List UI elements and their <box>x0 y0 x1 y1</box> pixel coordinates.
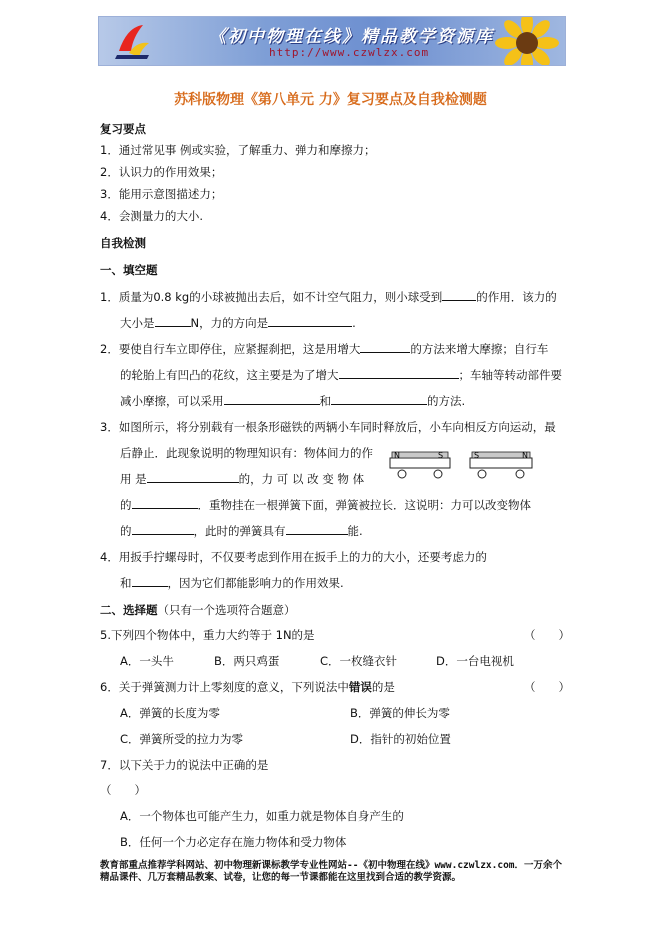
q4-blank-1[interactable] <box>132 575 168 587</box>
q1-blank-3[interactable] <box>268 315 352 327</box>
question-7-answer-paren[interactable]: （ ） <box>100 783 146 797</box>
q2-blank-1[interactable] <box>360 341 410 353</box>
q5-option-d[interactable]: D．一台电视机 <box>436 654 514 668</box>
choice-heading: 二、选择题 <box>100 603 158 617</box>
magnet-carts-diagram <box>388 448 538 484</box>
banner-url[interactable]: http://www.czwlzx.com <box>269 46 430 59</box>
page-footer: 教育部重点推荐学科网站、初中物理新课标教学专业性网站--《初中物理在线》www.czwlzx.com．一万余个精品课件、几万套精品教案、试卷，让您的每一节课都能在这里找到合适的教学资源。 <box>100 860 563 883</box>
question-2-line-3 <box>120 393 465 409</box>
question-5-answer-paren[interactable]: （ ） <box>524 628 570 642</box>
q2-blank-3[interactable] <box>224 393 320 405</box>
q3-text-g: 的 <box>120 524 132 538</box>
question-1-line-2 <box>120 315 356 331</box>
question-2-line-2 <box>120 367 562 383</box>
q6-stem-b: 的是 <box>371 680 395 694</box>
q3-blank-3[interactable] <box>132 523 194 535</box>
q3-blank-4[interactable] <box>286 523 348 535</box>
question-3-line-3 <box>120 471 364 487</box>
question-4-line-2 <box>120 575 344 591</box>
fill-heading: 一、填空题 <box>100 263 158 277</box>
document-title: 苏科版物理《第八单元 力》复习要点及自我检测题 <box>174 92 487 108</box>
pole-label-s-right: S <box>474 451 480 460</box>
pole-label-n-right: N <box>522 451 528 460</box>
question-3-line-5 <box>120 523 363 539</box>
q1-text-d: N，力的方向是 <box>190 316 269 330</box>
banner-title: 《初中物理在线》精品教学资源库 <box>209 27 494 47</box>
review-item-4: 4．会测量力的大小. <box>100 209 203 223</box>
review-item-2: 2．认识力的作用效果； <box>100 165 223 179</box>
question-6-answer-paren[interactable]: （ ） <box>524 680 570 694</box>
q2-text-b: 的方法来增大摩擦；自行车 <box>410 342 549 356</box>
review-item-1: 1．通过常见事 例或实验，了解重力、弹力和摩擦力； <box>100 143 376 157</box>
question-2-line-1 <box>100 341 548 357</box>
q3-text-i: 能. <box>347 524 363 538</box>
review-heading: 复习要点 <box>100 122 146 136</box>
q2-text-f: 和 <box>319 394 331 408</box>
q3-text-c: 用 是 <box>120 472 147 486</box>
q1-blank-1[interactable] <box>442 289 476 301</box>
q7-option-a[interactable]: A．一个物体也可能产生力，如重力就是物体自身产生的 <box>120 809 404 823</box>
q5-option-a[interactable]: A．一头牛 <box>120 654 174 668</box>
q4-text-c: ，因为它们都能影响力的作用效果. <box>167 576 344 590</box>
q1-text-e: . <box>352 316 356 330</box>
q2-text-a: 2．要使自行车立即停住，应紧握刹把，这是用增大 <box>100 342 361 356</box>
q2-text-d: ；车轴等转动部件要 <box>458 368 562 382</box>
pole-label-s-left: S <box>438 451 444 460</box>
question-1-line-1 <box>100 289 557 305</box>
question-3-line-4 <box>120 497 531 513</box>
q1-text-c: 大小是 <box>120 316 155 330</box>
site-banner <box>98 16 566 66</box>
q5-option-c[interactable]: C．一枚缝衣针 <box>320 654 398 668</box>
q3-text-h: ，此时的弹簧具有 <box>193 524 286 538</box>
choice-note: （只有一个选项符合题意） <box>157 603 296 617</box>
q6-option-d[interactable]: D．指针的初始位置 <box>350 732 451 746</box>
question-3-line-1: 3．如图所示，将分别载有一根条形磁铁的两辆小车同时释放后，小车向相反方向运动，最 <box>100 420 556 434</box>
q2-text-g: 的方法. <box>427 394 466 408</box>
q2-blank-2[interactable] <box>339 367 459 379</box>
q7-option-b[interactable]: B．任何一个力必定存在施力物体和受力物体 <box>120 835 347 849</box>
q2-text-c: 的轮胎上有凹凸的花纹，这主要是为了增大 <box>120 368 339 382</box>
q3-text-f: ．重物挂在一根弹簧下面，弹簧被拉长．这说明：力可以改变物体 <box>197 498 531 512</box>
q3-text-d: 的，力 可 以 改 变 物 体 <box>238 472 365 486</box>
q6-option-b[interactable]: B．弹簧的伸长为零 <box>350 706 450 720</box>
sunflower-icon <box>495 16 559 66</box>
q6-stem-emphasis: 错误 <box>348 680 372 694</box>
q3-text-e: 的 <box>120 498 132 512</box>
q6-option-a[interactable]: A．弹簧的长度为零 <box>120 706 220 720</box>
q1-text-b: 的作用．该力的 <box>476 290 557 304</box>
pole-label-n-left: N <box>394 451 400 460</box>
q2-blank-4[interactable] <box>331 393 427 405</box>
choice-heading-line <box>100 602 296 618</box>
q4-text-b: 和 <box>120 576 132 590</box>
q6-stem-a: 6．关于弹簧测力计上零刻度的意义，下列说法中 <box>100 680 349 694</box>
q2-text-e: 减小摩擦，可以采用 <box>120 394 224 408</box>
q1-blank-2[interactable] <box>155 315 191 327</box>
q3-blank-1[interactable] <box>147 471 239 483</box>
question-7-stem: 7．以下关于力的说法中正确的是 <box>100 758 269 772</box>
q5-option-b[interactable]: B．两只鸡蛋 <box>214 654 280 668</box>
review-item-3: 3．能用示意图描述力； <box>100 187 223 201</box>
question-6-stem <box>100 679 395 695</box>
selfcheck-heading: 自我检测 <box>100 236 146 250</box>
site-logo-icon <box>113 21 153 61</box>
question-4-line-1: 4．用扳手拧螺母时，不仅要考虑到作用在扳手上的力的大小，还要考虑力的 <box>100 550 487 564</box>
q6-option-c[interactable]: C．弹簧所受的拉力为零 <box>120 732 244 746</box>
q3-blank-2[interactable] <box>132 497 198 509</box>
question-3-line-2: 后静止．此现象说明的物理知识有：物体间力的作 <box>120 446 373 460</box>
question-5-stem: 5.下列四个物体中，重力大约等于 1N的是 <box>100 628 315 642</box>
q1-text-a: 1．质量为0.8 kg的小球被抛出去后，如不计空气阻力，则小球受到 <box>100 290 443 304</box>
